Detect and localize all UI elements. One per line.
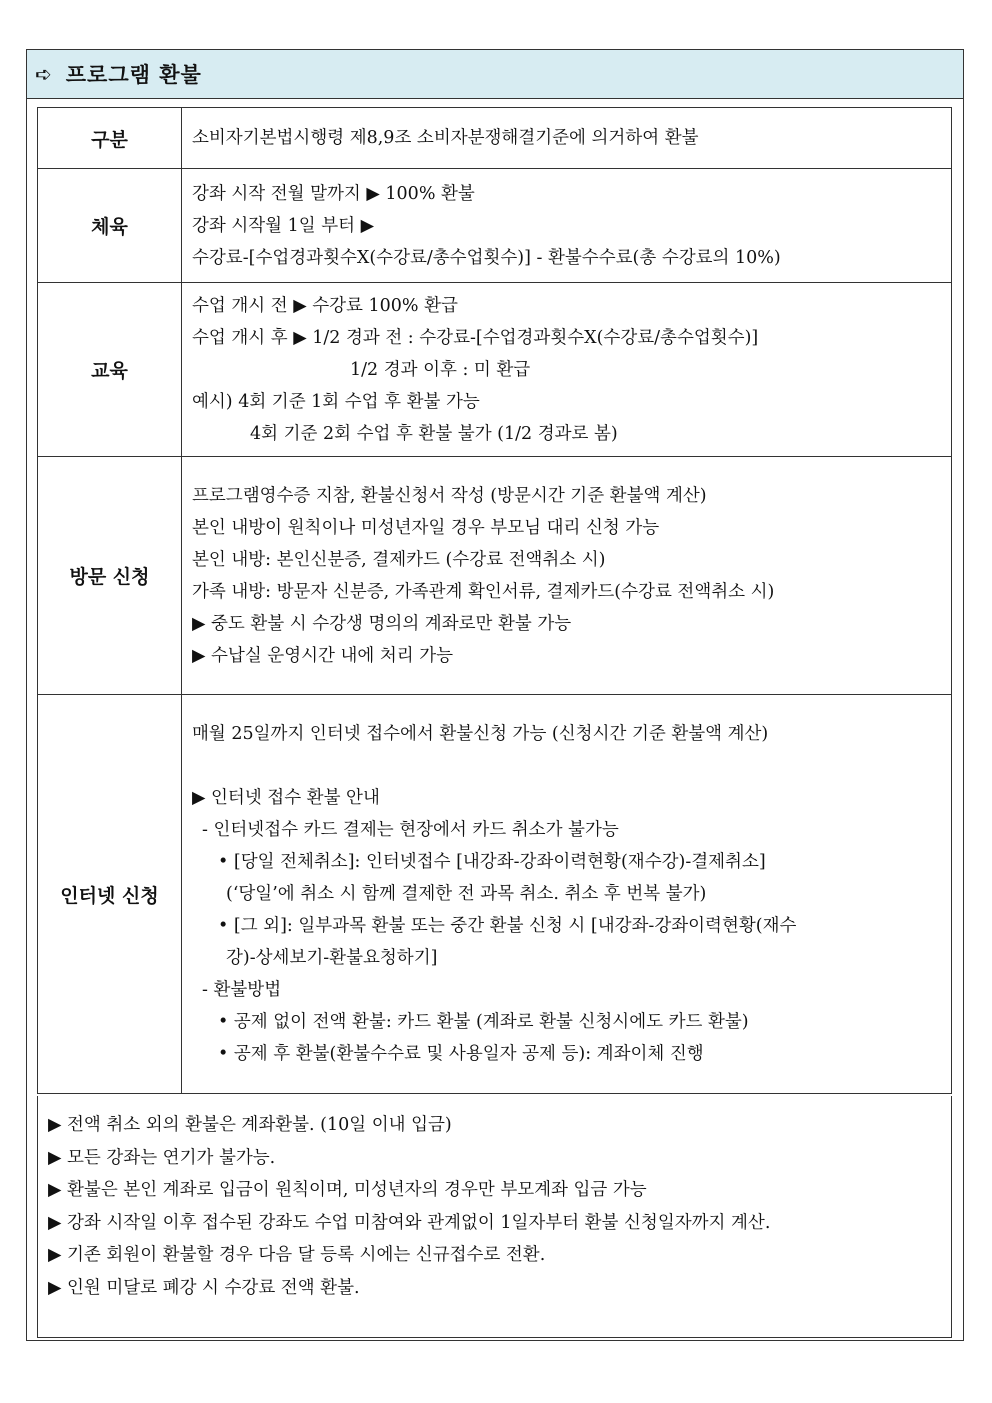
row-content	[182, 283, 952, 457]
row-label-category: 구분	[38, 108, 182, 169]
content-line: 본인 내방: 본인신분증, 결제카드 (수강료 전액취소 시)	[192, 549, 606, 570]
content-line: 4회 기준 2회 수업 후 환불 불가 (1/2 경과로 봄)	[250, 423, 618, 444]
note-item: ▶ 기존 회원이 환불할 경우 다음 달 등록 시에는 신규접수로 전환.	[48, 1245, 546, 1265]
content-line: 1/2 경과 이후 : 미 환급	[350, 359, 531, 380]
row-label-internet-application: 인터넷 신청	[38, 695, 182, 1094]
content-line: 수강료-[수업경과횟수X(수강료/총수업횟수)] - 환불수수료(총 수강료의 10%)	[192, 247, 781, 268]
row-label-visit-application: 방문 신청	[38, 457, 182, 695]
content-line: • [당일 전체취소]: 인터넷접수 [내강좌-강좌이력현황(재수강)-결제취소]	[218, 852, 766, 872]
row-content	[182, 457, 952, 695]
content-line: 프로그램영수증 지참, 환불신청서 작성 (방문시간 기준 환불액 계산)	[192, 485, 707, 506]
content-line: 강좌 시작월 1일 부터 ▶	[192, 215, 375, 236]
row-content	[182, 169, 952, 283]
refund-notes	[37, 1096, 952, 1338]
content-line: 수업 개시 후 ▶ 1/2 경과 전 : 수강료-[수업경과횟수X(수강료/총수업횟수)]	[192, 327, 759, 348]
refund-policy-table	[37, 107, 952, 1094]
content-line: • [그 외]: 일부과목 환불 또는 중간 환불 신청 시 [내강좌-강좌이력현황(재수	[218, 916, 797, 936]
note-item: ▶ 모든 강좌는 연기가 불가능.	[48, 1147, 276, 1168]
row-content	[182, 695, 952, 1094]
section-header	[27, 50, 963, 99]
content-line: - 환불방법	[202, 980, 282, 1000]
note-item: ▶ 인원 미달로 폐강 시 수강료 전액 환불.	[48, 1277, 360, 1298]
content-line: 예시) 4회 기준 1회 수업 후 환불 가능	[192, 391, 480, 412]
table-row	[38, 169, 952, 283]
row-content	[182, 108, 952, 169]
note-item: ▶ 전액 취소 외의 환불은 계좌환불. (10일 이내 입금)	[48, 1115, 452, 1135]
content-line: 강)-상세보기-환불요청하기]	[226, 948, 438, 968]
section-title: 프로그램 환불	[65, 62, 202, 87]
table-row	[38, 283, 952, 457]
table-row	[38, 457, 952, 695]
content-line: ▶ 수납실 운영시간 내에 처리 가능	[192, 645, 454, 666]
content-line: 강좌 시작 전월 말까지 ▶ 100% 환불	[192, 183, 475, 204]
note-item: ▶ 환불은 본인 계좌로 입금이 원칙이며, 미성년자의 경우만 부모계좌 입금 가능	[48, 1180, 647, 1200]
spacer	[192, 750, 941, 782]
content-line: • 공제 후 환불(환불수수료 및 사용일자 공제 등): 계좌이체 진행	[218, 1044, 704, 1064]
content-line: 매월 25일까지 인터넷 접수에서 환불신청 가능 (신청시간 기준 환불액 계산)	[192, 724, 769, 744]
content-line: 수업 개시 전 ▶ 수강료 100% 환급	[192, 295, 458, 316]
content-line: - 인터넷접수 카드 결제는 현장에서 카드 취소가 불가능	[202, 820, 619, 840]
content-line: ▶ 인터넷 접수 환불 안내	[192, 788, 380, 808]
row-label-education: 교육	[38, 283, 182, 457]
hand-pointing-right-icon: ➪	[35, 62, 52, 86]
table-row	[38, 108, 952, 169]
row-label-sports: 체육	[38, 169, 182, 283]
content-line: (‘당일’에 취소 시 함께 결제한 전 과목 취소. 취소 후 번복 불가)	[226, 884, 707, 904]
content-line: • 공제 없이 전액 환불: 카드 환불 (계좌로 환불 신청시에도 카드 환불)	[218, 1012, 749, 1032]
content-line: ▶ 중도 환불 시 수강생 명의의 계좌로만 환불 가능	[192, 613, 572, 634]
note-item: ▶ 강좌 시작일 이후 접수된 강좌도 수업 미참여와 관계없이 1일자부터 환불 신청일자까지 계산.	[48, 1212, 771, 1233]
table-row	[38, 695, 952, 1094]
content-line: 소비자기본법시행령 제8,9조 소비자분쟁해결기준에 의거하여 환불	[192, 128, 699, 148]
content-line: 가족 내방: 방문자 신분증, 가족관계 확인서류, 결제카드(수강료 전액취소 시)	[192, 581, 775, 602]
refund-section	[26, 49, 964, 1341]
content-line: 본인 내방이 원칙이나 미성년자일 경우 부모님 대리 신청 가능	[192, 517, 660, 538]
